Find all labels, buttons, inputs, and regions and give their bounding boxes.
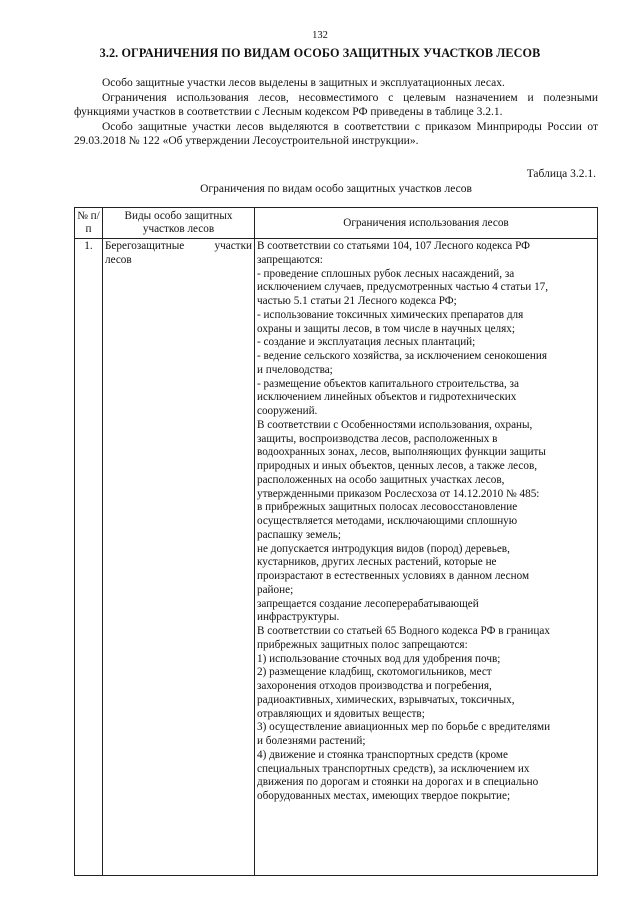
header-num: № п/п [75, 208, 103, 239]
restriction-line: прибрежных защитных полос запрещаются: [257, 638, 468, 651]
restriction-line: осуществляется методами, исключающими сплошную [257, 515, 518, 527]
intro-paragraph: Ограничения использования лесов, несовместимого с целевым назначением и полезными функциями участков в соответствии с Лесным кодексом РФ приведены в таблице 3.2.1. [74, 91, 598, 119]
restriction-line: и болезнями растений; [257, 735, 366, 747]
header-type: Виды особо защитных участков лесов [103, 208, 255, 239]
restriction-line: - ведение сельского хозяйства, за исключением сенокошения [257, 350, 547, 362]
row-limits [255, 239, 598, 876]
restriction-line: запрещаются: [257, 253, 323, 266]
restriction-line: оборудованных местах, имеющих твердое покрытие; [257, 790, 511, 802]
restriction-line: частью 5.1 статьи 21 Лесного кодекса РФ; [257, 295, 457, 307]
row-type: Берегозащитные участки лесов [103, 239, 255, 876]
page-number: 132 [312, 30, 328, 41]
table-number: Таблица 3.2.1. [526, 168, 596, 180]
restriction-line: не допускается интродукция видов (пород) деревьев, [257, 542, 510, 555]
restriction-line: в прибрежных защитных полосах лесовосстановление [257, 501, 518, 514]
restriction-line: районе; [257, 583, 294, 596]
restriction-line: 3) осуществление авиационных мер по борьбе с вредителями [257, 721, 551, 734]
row-num: 1. [75, 239, 103, 876]
intro-paragraph: Особо защитные участки лесов выделяются в соответствии с приказом Минприроды России от 29.03.2018 № 122 «Об утверждении Лесоустроительной инструкции». [74, 120, 598, 148]
restriction-line: - размещение объектов капитального строительства, за [257, 377, 519, 390]
restriction-line: сооружений. [257, 405, 318, 417]
restriction-line: запрещается создание лесоперерабатывающей [257, 597, 479, 610]
restriction-line: утвержденными приказом Рослесхоза от 14.12.2010 № 485: [257, 487, 540, 500]
restriction-line: расположенных на особо защитных участках лесов, [257, 473, 505, 486]
restriction-line: 1) использование сточных вод для удобрения почв; [257, 652, 501, 665]
table-row [75, 239, 598, 876]
restrictions-table [74, 207, 598, 876]
restriction-line: В соответствии со статьями 104, 107 Лесного кодекса РФ [257, 240, 530, 252]
restriction-line: охраны и защиты лесов, в том числе в научных целях; [257, 322, 515, 335]
restriction-line: распашку земель; [257, 528, 341, 541]
header-limits: Ограничения использования лесов [255, 208, 598, 239]
intro-paragraph: Особо защитные участки лесов выделены в защитных и эксплуатационных лесах. [102, 77, 505, 89]
restriction-line: природных и иных объектов, ценных лесов, а также лесов, [257, 460, 538, 472]
table-caption: Ограничения по видам особо защитных участков лесов [200, 183, 472, 195]
restriction-line: инфраструктуры. [257, 611, 340, 624]
restriction-line: 4) движение и стоянка транспортных средств (кроме [257, 748, 508, 761]
restriction-line: радиоактивных, химических, взрывчатых, токсичных, [257, 693, 515, 706]
restriction-line: кустарников, других лесных растений, которые не [257, 556, 497, 569]
restriction-line: исключением случаев, предусмотренных частью 4 статьи 17, [257, 281, 549, 294]
table-header-row [75, 208, 598, 239]
section-title: 3.2. ОГРАНИЧЕНИЯ ПО ВИДАМ ОСОБО ЗАЩИТНЫХ УЧАСТКОВ ЛЕСОВ [99, 46, 541, 60]
restriction-line: - создание и эксплуатация лесных плантаций; [257, 336, 476, 349]
restriction-line: В соответствии со статьей 65 Водного кодекса РФ в границах [257, 625, 550, 637]
restriction-line: и пчеловодства; [257, 363, 333, 376]
restriction-line: специальных транспортных средств), за исключением их [257, 762, 530, 775]
restriction-line: В соответствии с Особенностями использования, охраны, [257, 418, 533, 431]
restriction-line: защиты, воспроизводства лесов, расположенных в [257, 432, 498, 445]
restriction-line: захоронения отходов производства и погребения, [257, 680, 492, 692]
restriction-line: отравляющих и ядовитых веществ; [257, 707, 425, 720]
restriction-line: произрастают в естественных условиях в данном лесном [257, 570, 530, 582]
restriction-line: - использование токсичных химических препаратов для [257, 308, 524, 321]
restriction-line: 2) размещение кладбищ, скотомогильников, мест [257, 666, 492, 679]
intro-text [74, 76, 598, 149]
restriction-line: исключением линейных объектов и гидротехнических [257, 391, 517, 404]
restriction-line: - проведение сплошных рубок лесных насаждений, за [257, 267, 515, 280]
restriction-line: движения по дорогам и стоянки на дорогах и в специально [257, 776, 539, 789]
restriction-line: водоохранных зонах, лесов, выполняющих функции защиты [257, 446, 546, 459]
